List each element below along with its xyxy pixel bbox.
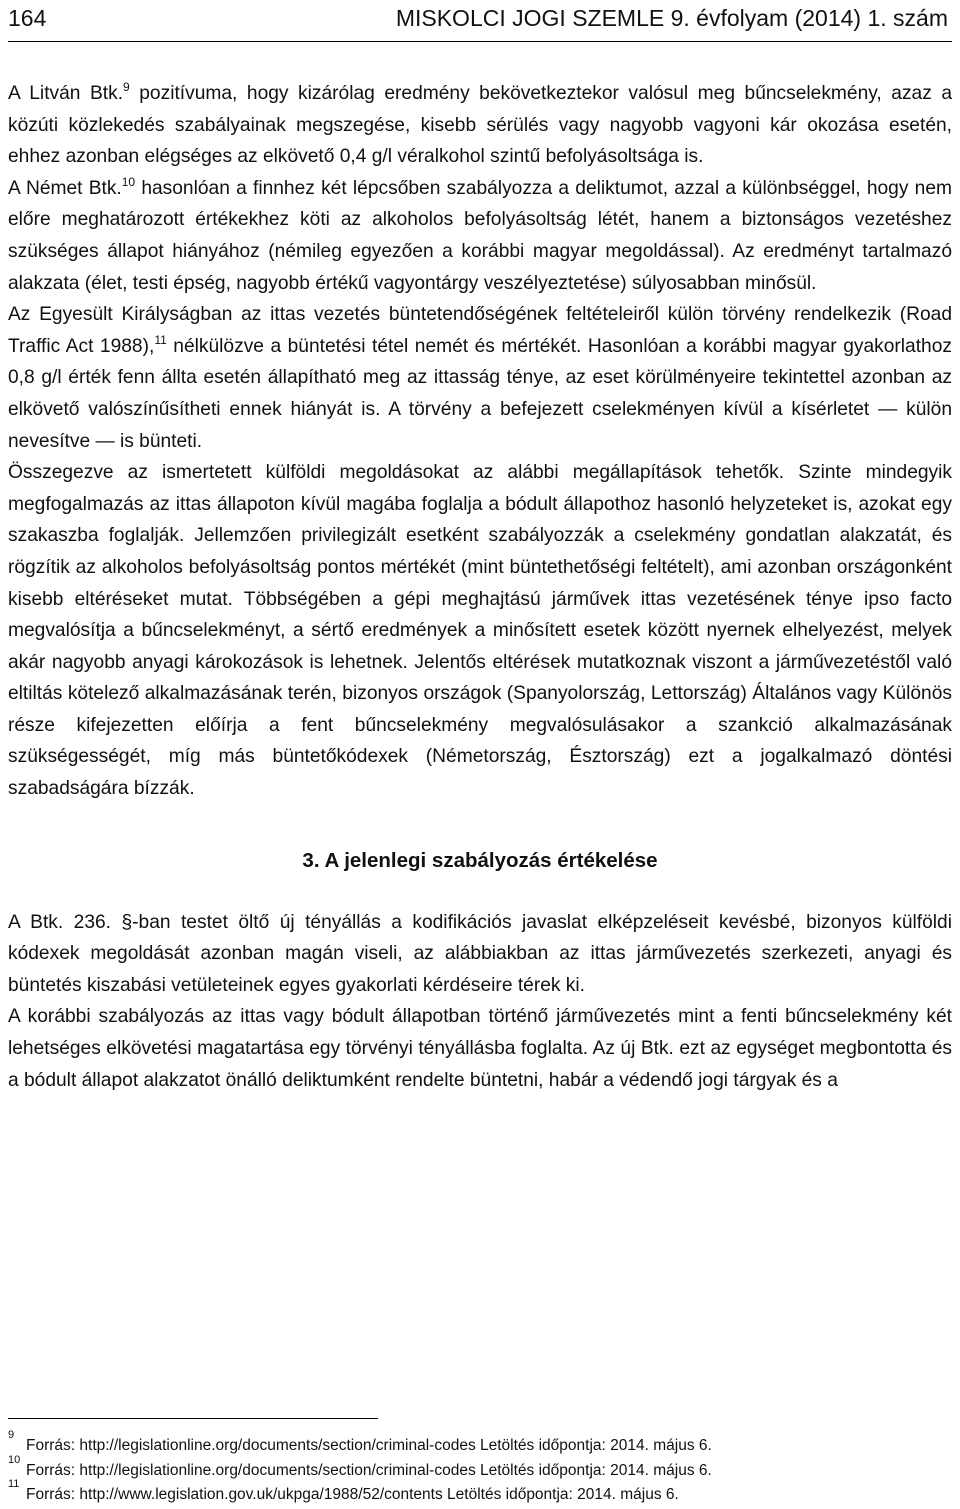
paragraph-previous-regulation: A korábbi szabályozás az ittas vagy bódult állapotban történő járművezetés mint a fenti bűncselekmény két lehetséges elkövetési magatartása egy törvényi tényállásba foglalta. Az új Btk. ezt az egységet megbontotta és a bódult állapot alakzatot önálló deliktumként rendelte büntetni, habár a védendő jogi tárgyak és a <box>8 1006 952 1091</box>
footnote-mark: 9 <box>8 1429 15 1441</box>
footnote-separator <box>8 1418 378 1419</box>
paragraph-text: pozitívuma, hogy kizárólag eredmény bekövetkeztekor valósul meg bűncselekmény, azaz a közúti közlekedés szabályainak megszegése, kisebb sérülés vagy nagyobb vagyoni kár okozása esetén, ehhez azonban elégséges az elkövető 0,4 g/l véralkohol szintű befolyásoltsága is. <box>8 83 952 168</box>
paragraph-text: A Litván Btk. <box>8 83 124 104</box>
section-heading: 3. A jelenlegi szabályozás értékelése <box>302 848 658 872</box>
paragraph-german-code <box>8 173 952 299</box>
footnote-text: Forrás: http://legislationline.org/documents/section/criminal-codes Letöltés időpontja: 2014. május 6. <box>26 1437 712 1454</box>
page-number: 164 <box>8 5 47 31</box>
paragraph-evaluation: A Btk. 236. §-ban testet öltő új tényállás a kodifikációs javaslat elképzeléseit kevésbé, bizonyos külföldi kódexek megoldását azonban magán viseli, az alábbiakban az ittas járművezetés szerkezeti, anyagi és büntetés kiszabási vetületeinek egyes gyakorlati kérdéseire térek ki. <box>8 911 952 996</box>
body-text <box>8 78 952 1096</box>
paragraph-lithuanian-code <box>8 78 952 173</box>
footnote-text: Forrás: http://www.legislation.gov.uk/ukpga/1988/52/contents Letöltés időpontja: 2014. május 6. <box>26 1486 679 1503</box>
footnote-ref-11[interactable]: 11 <box>154 332 167 347</box>
footnote-mark: 11 <box>8 1478 20 1490</box>
footnotes <box>8 1429 952 1508</box>
footnote-10 <box>8 1453 952 1484</box>
paragraph-text: nélkülözve a büntetési tétel nemét és mértékét. Hasonlóan a korábbi magyar gyakorlathoz 0,8 g/l érték fenn állta esetén állapítható meg az ittasság ténye, az eset körülményeire tekintettel azonban az elkövető valószínűsítheti ennek hiányát is. A törvény a befejezett cselekményen kívül a kísérletet — külön nevesítve — is bünteti. <box>8 335 952 452</box>
footnote-text: Forrás: http://legislationline.org/documents/section/criminal-codes Letöltés időpontja: 2014. május 6. <box>26 1461 712 1479</box>
paragraph-summary: Összegezve az ismertetett külföldi megoldásokat az alábbi megállapítások tehetők. Szinte mindegyik megfogalmazás az ittas állapoton kívül magába foglalja a bódult állapothoz hasonló helyzeteket is, azokat egy szakaszba foglalják. Jellemzően privilegizált esetként szabályozzák a cselekmény gondatlan alakzatát, és rögzítik az alkoholos befolyásoltság pontos mértékét (mint büntethetőségi feltételt), ami azonban országonként kisebb eltéréseket mutat. Többségében a gépi meghajtású járművek ittas vezetésének ténye ipso facto megvalósítja a bűncselekményt, a sértő eredmények a minősített esetek között nyernek elhelyezést, melyek akár nagyobb anyagi károkozások is lehetnek. Jelentős eltérések mutatkoznak viszont a járművezetéstől való eltiltás kötelező alkalmazásának terén, bizonyos országok (Spanyolország, Lettország) Általános vagy Különös része kifejezetten előírja a fent bűncselekmény megvalósulásakor a szankció alkalmazásának szükségességét, míg más büntetőkódexek (Németország, Észtország) ezt a jogalkalmazó döntési szabadságára bízzák. <box>8 462 952 800</box>
footnote-ref-10[interactable]: 10 <box>121 174 136 189</box>
running-title: MISKOLCI JOGI SZEMLE 9. évfolyam (2014) 1. szám <box>395 5 948 31</box>
paragraph-text: Az Egyesült Királyságban az ittas vezetés büntetendőségének feltételeiről külön törvény rendelkezik (Road Traffic Act 1988), <box>8 304 952 357</box>
footnote-11 <box>8 1478 952 1508</box>
paragraph-united-kingdom <box>8 299 952 457</box>
footnote-9 <box>8 1429 952 1459</box>
paragraph-text: A Német Btk. <box>8 177 122 199</box>
footnote-mark: 10 <box>8 1453 21 1466</box>
page-header <box>8 0 952 38</box>
header-rule <box>8 41 952 42</box>
footnote-ref-9[interactable]: 9 <box>123 80 130 94</box>
paragraph-text: hasonlóan a finnhez két lépcsőben szabályozza a deliktumot, azzal a különbséggel, hogy nem előre meghatározott értékekhez köti az alkoholos befolyásoltság létét, hanem a biztonságos vezetéshez szükséges állapot hiányához (némileg egyezően a korábbi magyar megoldással). Az eredményt tartalmazó alakzata (élet, testi épség, nagyobb értékű vagyontárgy veszélyeztetése) súlyosabban minősül. <box>8 177 952 294</box>
